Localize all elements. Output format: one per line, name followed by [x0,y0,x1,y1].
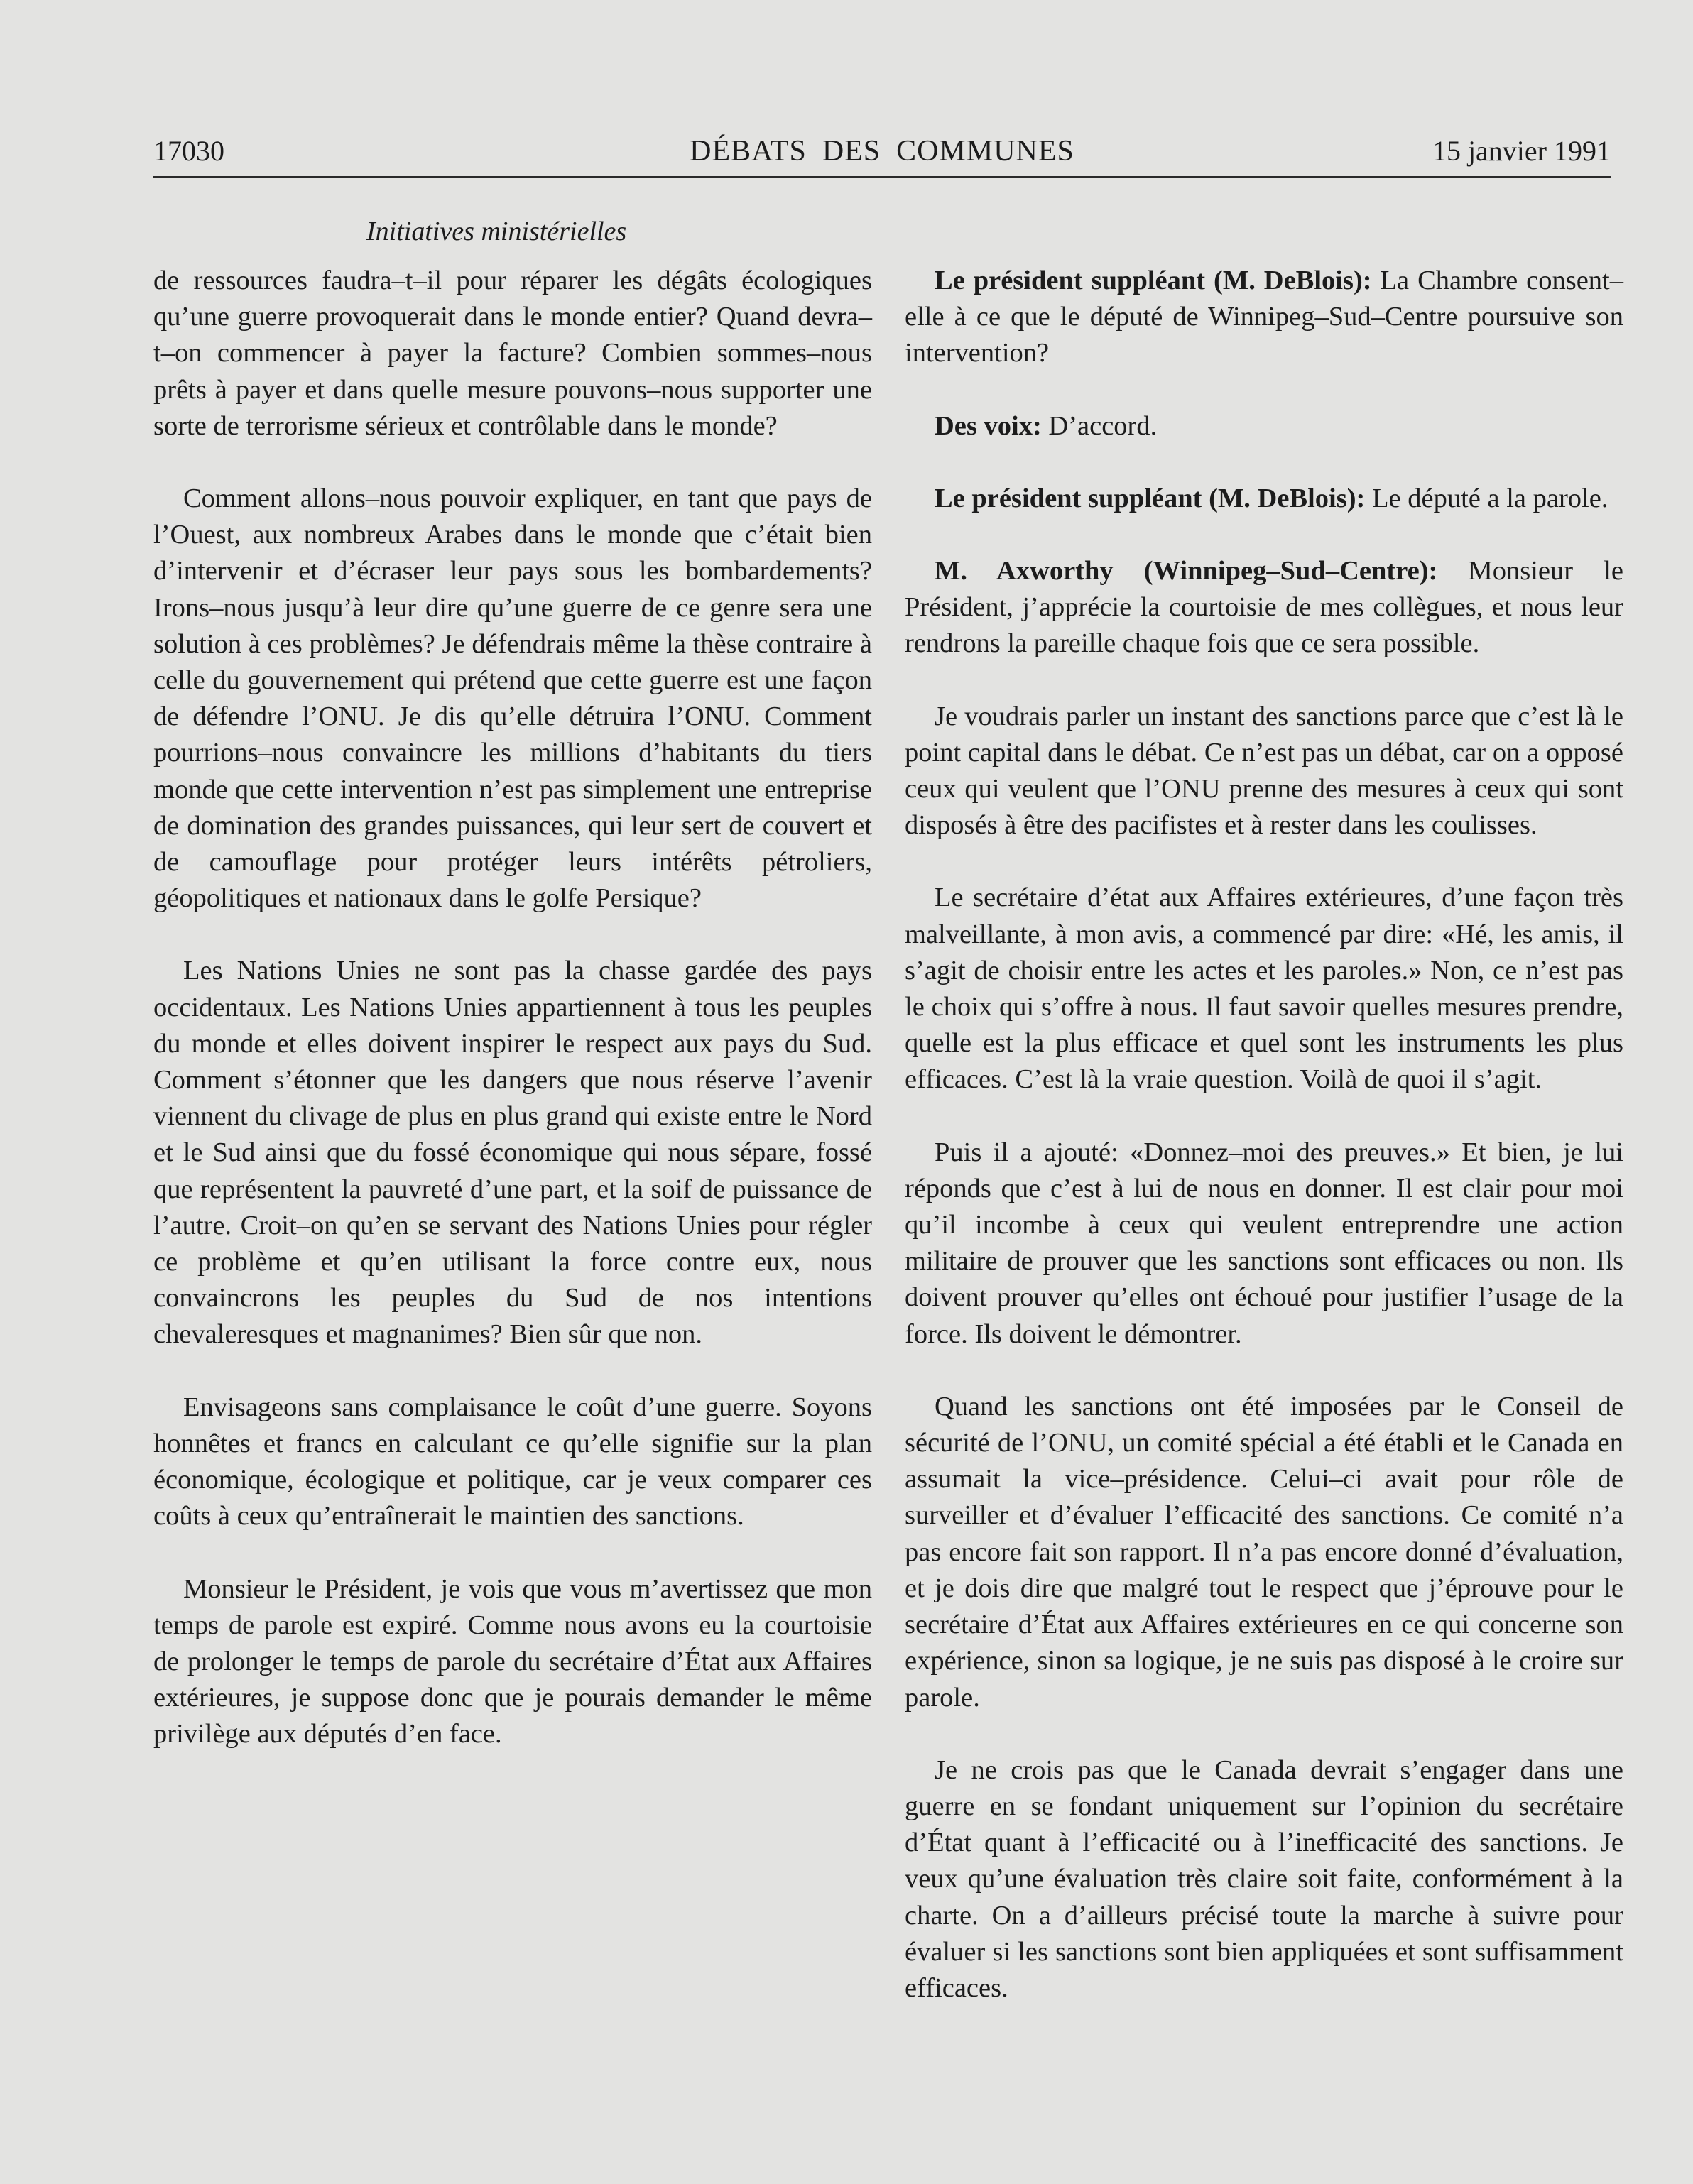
journal-title [153,133,1611,169]
speech-text: La Chambre consent–elle à ce que le député de Winnipeg–Sud–Centre poursuive son intervention? [905,266,1623,368]
paragraph: Monsieur le Président, je vois que vous m’avertissez que mon temps de parole est expiré. Comme nous avons eu la courtoisie de prolonger le temps de parole du secrétaire d’État aux Affaires extérieures, je suppose donc que je pourais demander le même privilège aux députés d’en face. [153,1573,872,1749]
paragraph: Les Nations Unies ne sont pas la chasse gardée des pays occidentaux. Les Nations Unies appartiennent à tous les peuples du monde et elles doivent inspirer le respect aux pays du Sud. Comment s’étonner que les dangers que nous réserve l’avenir viennent du clivage de plus en plus grand qui existe entre le Nord et le Sud ainsi que du fossé économique qui nous sépare, fossé que représentent la pauvreté d’une part, et la soif de puissance de l’autre. Croit–on qu’en se servant des Nations Unies pour régler ce problème et qu’en utilisant la force contre eux, nous convaincrons les peuples du Sud de nos intentions chevaleresques et magnanimes? Bien sûr que non. [153,956,872,1350]
left-column [153,263,872,1753]
section-title: Initiatives ministérielles [366,217,627,246]
paragraph: Je voudrais parler un instant des sanctions parce que c’est là le point capital dans le débat. Ce n’est pas un débat, car on a opposé ceux qui veulent que l’ONU prenne des mesures à ceux qui sont disposés à être des pacifistes et à rester dans les coulisses. [905,701,1623,841]
speech [905,263,1623,372]
paragraph: Je ne crois pas que le Canada devrait s’engager dans une guerre en se fondant uniquement sur l’opinion du secrétaire d’État quant à l’efficacité ou à l’inefficacité des sanctions. Je veux qu’une évaluation très claire soit faite, conformément à la charte. On a d’ailleurs précisé toute la marche à suivre pour évaluer si les sanctions sont bien appliquées et sont suffisamment efficaces. [905,1754,1623,2003]
speech [905,553,1623,662]
journal-title-word-2: DES [822,135,881,168]
paragraph: Puis il a ajouté: «Donnez–moi des preuves.» Et bien, je lui réponds que c’est à lui de nous en donner. Il est clair pour moi qu’il incombe à ceux qui veulent entreprendre une action militaire de prouver que les sanctions sont efficaces ou non. Ils doivent prouver qu’elles ont échoué pour justifier l’usage de la force. Ils doivent le démontrer. [905,1137,1623,1349]
speaker-name: Des voix: [935,410,1042,441]
speech-text: D’accord. [1041,410,1158,441]
paragraph: Quand les sanctions ont été imposées par le Conseil de sécurité de l’ONU, un comité spécial a été établi et le Canada en assumait la vice–présidence. Celui–ci avait pour rôle de surveiller et d’évaluer l’efficacité des sanctions. Ce comité n’a pas encore fait son rapport. Il n’a pas encore donné d’évaluation, et je dois dire que malgré tout le respect que j’éprouve pour le secrétaire d’État aux Affaires extérieures en ce qui concerne son expérience, sinon sa logique, je ne suis pas disposé à le croire sur parole. [905,1391,1623,1713]
issue-date: 15 janvier 1991 [1432,135,1611,167]
speaker-name: Le président suppléant (M. DeBlois): [935,483,1366,513]
speech [905,408,1623,444]
speaker-name: Le président suppléant (M. DeBlois): [935,266,1372,295]
paragraph: Le secrétaire d’état aux Affaires extérieures, d’une façon très malveillante, à mon avis, a commencé par dire: «Hé, les amis, il s’agit de choisir entre les actes et les paroles.» Non, ce n’est pas le choix qui s’offre à nous. Il faut savoir quelles mesures prendre, quelle est la plus efficace et quel sont les instruments les plus efficaces. C’est là la vraie question. Voilà de quoi il s’agit. [905,883,1623,1095]
speaker-name: M. Axworthy (Winnipeg–Sud–Centre): [935,556,1438,586]
journal-title-word-1: DÉBATS [690,135,807,168]
paragraph: Envisageons sans complaisance le coût d’une guerre. Soyons honnêtes et francs en calculant ce qu’elle signifie sur la plan économique, écologique et politique, car je veux comparer ces coûts à ceux qu’entraînerait le maintien des sanctions. [153,1392,872,1531]
journal-title-word-3: COMMUNES [896,135,1074,168]
speech-text: Le député a la parole. [1365,483,1608,513]
speech-text: Monsieur le Président, j’apprécie la courtoisie de mes collègues, et nous leur rendrons la pareille chaque fois que ce sera possible. [905,556,1624,659]
right-column [905,263,1623,2006]
page-number: 17030 [153,135,224,167]
paragraph: de ressources faudra–t–il pour réparer les dégâts écologiques qu’une guerre provoquerait dans le monde entier? Quand devra–t–on commencer à payer la facture? Combien sommes–nous prêts à payer et dans quelle mesure pouvons–nous supporter une sorte de terrorisme sérieux et contrôlable dans le monde? [153,266,872,441]
speech [905,481,1623,517]
paragraph: Comment allons–nous pouvoir expliquer, en tant que pays de l’Ouest, aux nombreux Arabes dans le monde que c’était bien d’intervenir et d’écraser leur pays sous les bombardements? Irons–nous jusqu’à leur dire qu’une guerre de ce genre sera une solution à ces problèmes? Je défendrais même la thèse contraire à celle du gouvernement qui prétend que cette guerre est une façon de défendre l’ONU. Je dis qu’elle détruira l’ONU. Comment pourrions–nous convaincre les millions d’habitants du tiers monde que cette intervention n’est pas simplement une entreprise de domination des grandes puissances, qui leur sert de couvert et de camouflage pour protéger leurs intérêts pétroliers, géopolitiques et nationaux dans le golfe Persique? [153,484,872,914]
page-header [153,133,1611,178]
